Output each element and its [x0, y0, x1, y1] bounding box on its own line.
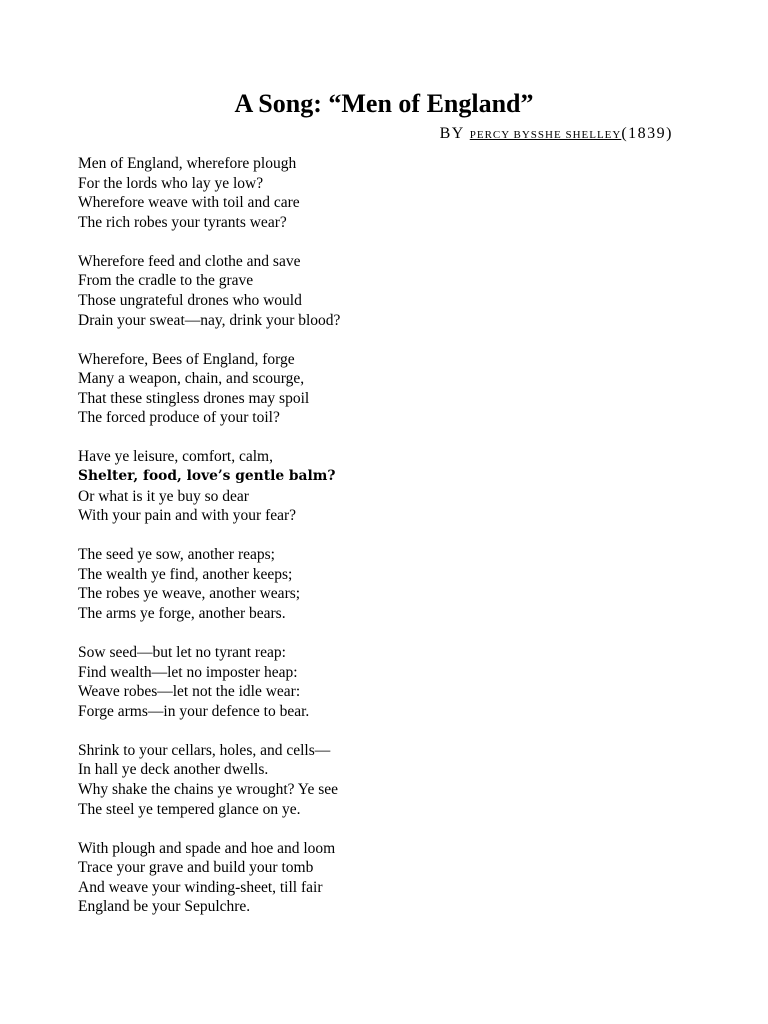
poem-line: The wealth ye find, another keeps; [78, 565, 293, 583]
poem-line: The steel ye tempered glance on ye. [78, 800, 301, 818]
poem-line: Drain your sweat—nay, drink your blood? [78, 311, 341, 329]
byline [440, 123, 673, 146]
poem-body [78, 154, 698, 936]
stanza [78, 545, 698, 643]
poem-line: The robes ye weave, another wears; [78, 585, 301, 603]
poem-line: For the lords who lay ye low? [78, 174, 264, 192]
poem-line: The seed ye sow, another reaps; [78, 546, 275, 564]
poem-line: And weave your winding-sheet, till fair [78, 878, 323, 896]
poem-line: Forge arms—in your defence to bear. [78, 702, 310, 720]
poem-line: Many a weapon, chain, and scourge, [78, 370, 305, 388]
poem-line: England be your Sepulchre. [78, 898, 251, 916]
stanza [78, 350, 698, 448]
poem-line: Trace your grave and build your tomb [78, 859, 314, 877]
poem-line: From the cradle to the grave [78, 272, 254, 290]
poem-line: With plough and spade and hoe and loom [78, 839, 336, 857]
publication-year: (1839) [621, 125, 673, 142]
poem-line: Wherefore, Bees of England, forge [78, 350, 295, 368]
stanza [78, 154, 698, 252]
stanza [78, 252, 698, 350]
poem-line: Those ungrateful drones who would [78, 291, 302, 309]
poem-line: That these stingless drones may spoil [78, 389, 310, 407]
poem-line: The arms ye forge, another bears. [78, 604, 286, 622]
poem-line: The forced produce of your toil? [78, 409, 280, 427]
poem-line: Wherefore feed and clothe and save [78, 252, 301, 270]
author-link[interactable]: PERCY BYSSHE SHELLEY [469, 129, 622, 141]
poem-line: With your pain and with your fear? [78, 507, 297, 525]
stanza [78, 447, 698, 545]
poem-line: Men of England, wherefore plough [78, 155, 297, 172]
stanza [78, 839, 698, 937]
poem-line: Sow seed—but let no tyrant reap: [78, 643, 286, 661]
poem-line: In hall ye deck another dwells. [78, 761, 269, 779]
poem-line: Shelter, food, love’s gentle balm? [78, 467, 336, 484]
byline-prefix: BY [439, 125, 470, 142]
poem-title: A Song: “Men of England” [234, 89, 534, 118]
poem-line: Have ye leisure, comfort, calm, [78, 448, 273, 466]
poem-line: Weave robes—let not the idle wear: [78, 683, 301, 701]
poem-line: Or what is it ye buy so dear [78, 487, 249, 505]
stanza [78, 741, 698, 839]
poem-line: Find wealth—let no imposter heap: [78, 663, 298, 681]
poem-line: Why shake the chains ye wrought? Ye see [78, 780, 338, 798]
stanza [78, 643, 698, 741]
poem-line: Shrink to your cellars, holes, and cells— [78, 741, 331, 759]
poem-line: The rich robes your tyrants wear? [78, 213, 287, 231]
poem-line: Wherefore weave with toil and care [78, 194, 300, 212]
